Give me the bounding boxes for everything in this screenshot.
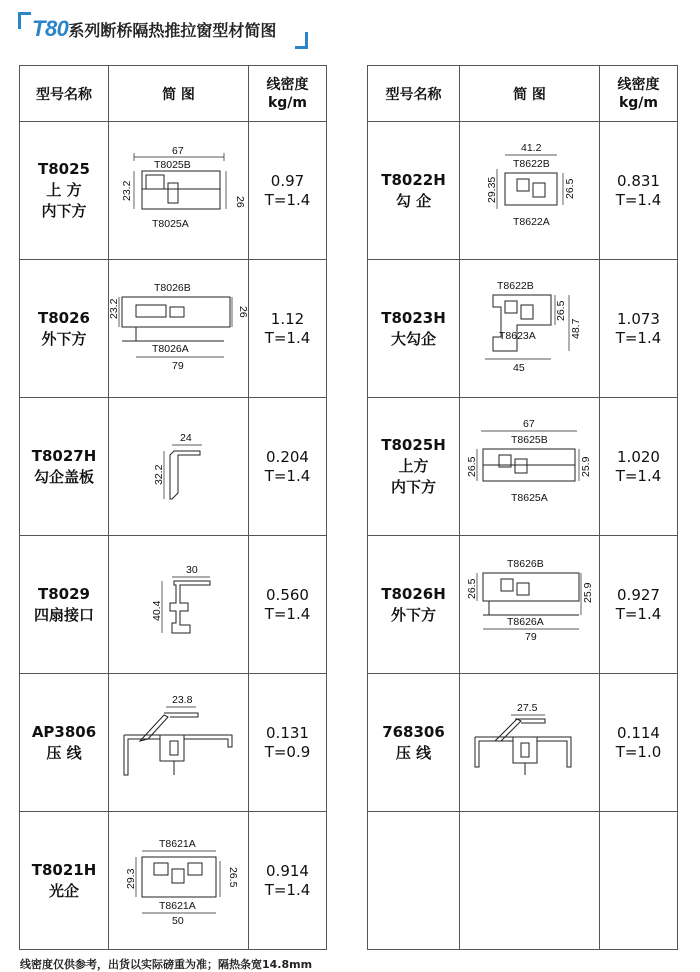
density-value: 0.831 xyxy=(617,171,660,190)
table-row xyxy=(368,812,678,950)
thickness-value: T=1.0 xyxy=(615,742,662,761)
table-row xyxy=(368,536,678,674)
part-top: T8621A xyxy=(158,837,196,850)
profile-drawing xyxy=(465,553,595,653)
part-top: T8622B xyxy=(496,279,534,292)
dim-right: 25.9 xyxy=(581,582,594,603)
dim-left: 29.35 xyxy=(485,176,498,203)
profile-drawing xyxy=(107,277,249,377)
profile-diagram xyxy=(109,536,249,674)
part-bottom: T8626A xyxy=(506,615,544,628)
density-cell xyxy=(600,398,678,536)
thickness-value: T=1.4 xyxy=(264,604,311,623)
dim-top: 27.5 xyxy=(516,701,537,714)
profile-drawing xyxy=(114,553,244,653)
profile-table-right xyxy=(367,65,678,950)
density-value: 1.073 xyxy=(617,309,660,328)
header-diagram: 简 图 xyxy=(109,66,249,122)
part-top: T8626B xyxy=(506,557,544,570)
profile-table-left xyxy=(19,65,327,950)
density-value: 0.131 xyxy=(266,723,309,742)
profile-drawing xyxy=(114,139,244,239)
dim-bottom: 45 xyxy=(512,361,525,374)
table-row xyxy=(20,674,327,812)
model-name: T8026H 外下方 xyxy=(368,536,460,674)
thickness-value: T=1.4 xyxy=(264,880,311,899)
density-cell xyxy=(600,674,678,812)
title-bracket-right xyxy=(295,32,308,49)
density-value: 0.560 xyxy=(266,585,309,604)
dim-right: 26.5 xyxy=(554,300,567,321)
density-cell xyxy=(249,674,327,812)
model-name: T8027H 勾企盖板 xyxy=(20,398,109,536)
part-bottom: T8625A xyxy=(510,491,548,504)
density-value: 1.12 xyxy=(270,309,305,328)
density-cell xyxy=(600,536,678,674)
density-cell xyxy=(249,398,327,536)
title-bracket-left xyxy=(18,12,31,29)
model-name: T8022H 勾 企 xyxy=(368,122,460,260)
dim-bottom: 79 xyxy=(171,359,184,372)
part-bottom: T8623A xyxy=(498,329,536,342)
profile-diagram xyxy=(460,398,600,536)
thickness-value: T=1.4 xyxy=(264,328,311,347)
part-top: T8026B xyxy=(153,281,191,294)
model-name: T8025 上 方 内下方 xyxy=(20,122,109,260)
density-value: 0.927 xyxy=(617,585,660,604)
header-row xyxy=(368,66,678,122)
dim-top: 30 xyxy=(185,563,198,576)
part-top: T8622B xyxy=(512,157,550,170)
model-name: T8021H 光企 xyxy=(20,812,109,950)
dim-left: 29.3 xyxy=(124,868,137,889)
table-row xyxy=(368,398,678,536)
profile-drawing xyxy=(465,277,595,377)
dim-left: 23.2 xyxy=(120,180,133,201)
header-density-unit: kg/m xyxy=(618,94,659,111)
model-name: T8025H 上方 内下方 xyxy=(368,398,460,536)
header-density xyxy=(600,66,678,122)
profile-drawing xyxy=(465,139,595,239)
dim-right: 25.9 xyxy=(579,456,592,477)
header-row xyxy=(20,66,327,122)
table-row xyxy=(20,398,327,536)
part-bottom: T8026A xyxy=(151,342,189,355)
density-cell xyxy=(249,536,327,674)
profile-drawing xyxy=(465,415,595,515)
dim-bottom: 50 xyxy=(171,914,184,927)
dim-left: 26.5 xyxy=(465,578,478,599)
model-name: T8029 四扇接口 xyxy=(20,536,109,674)
profile-diagram xyxy=(109,122,249,260)
thickness-value: T=1.4 xyxy=(615,328,662,347)
density-cell xyxy=(249,260,327,398)
dim-right2: 48.7 xyxy=(569,318,582,339)
profile-drawing xyxy=(114,691,244,791)
density-value: 0.114 xyxy=(617,723,660,742)
dim-left: 40.4 xyxy=(150,600,163,621)
profile-diagram xyxy=(460,122,600,260)
dim-right: 26.5 xyxy=(563,178,576,199)
header-density-unit: kg/m xyxy=(267,94,308,111)
page-title xyxy=(18,10,308,46)
model-name: 768306 压 线 xyxy=(368,674,460,812)
dim-top: 24 xyxy=(179,431,192,444)
table-row xyxy=(20,812,327,950)
dim-left: 26.5 xyxy=(465,456,478,477)
dim-top: 41.2 xyxy=(520,141,541,154)
model-name: T8026 外下方 xyxy=(20,260,109,398)
profile-drawing xyxy=(465,691,595,791)
density-value: 1.020 xyxy=(617,447,660,466)
part-top: T8025B xyxy=(153,158,191,171)
profile-diagram xyxy=(109,674,249,812)
dim-left: 32.2 xyxy=(152,464,165,485)
header-diagram: 简 图 xyxy=(460,66,600,122)
dim-bottom: 79 xyxy=(524,630,537,643)
thickness-value: T=1.4 xyxy=(264,466,311,485)
header-density-title: 线密度 xyxy=(266,76,309,93)
part-top: T8625B xyxy=(510,433,548,446)
density-value: 0.914 xyxy=(266,861,309,880)
dim-top: 67 xyxy=(171,144,184,157)
profile-diagram xyxy=(460,536,600,674)
table-row xyxy=(368,674,678,812)
dim-right: 26 xyxy=(233,195,246,208)
title-main: 系列断桥隔热推拉窗型材简图 xyxy=(68,21,277,40)
density-cell xyxy=(249,122,327,260)
thickness-value: T=0.9 xyxy=(264,742,311,761)
density-value: 0.97 xyxy=(270,171,305,190)
footnote: 线密度仅供参考，出货以实际磅重为准；隔热条宽14.8mm xyxy=(20,958,313,971)
density-cell xyxy=(600,260,678,398)
thickness-value: T=1.4 xyxy=(615,466,662,485)
table-row xyxy=(20,536,327,674)
profile-diagram xyxy=(109,398,249,536)
profile-diagram xyxy=(109,260,249,398)
dim-top: 67 xyxy=(522,417,535,430)
profile-diagram xyxy=(460,674,600,812)
dim-left: 23.2 xyxy=(107,298,120,319)
profile-diagram xyxy=(109,812,249,950)
profile-diagram xyxy=(460,812,600,950)
header-model: 型号名称 xyxy=(368,66,460,122)
table-row xyxy=(368,260,678,398)
part-bottom: T8622A xyxy=(512,215,550,228)
thickness-value: T=1.4 xyxy=(264,190,311,209)
part-bottom: T8025A xyxy=(151,217,189,230)
model-name: T8023H 大勾企 xyxy=(368,260,460,398)
header-density-title: 线密度 xyxy=(617,76,660,93)
dim-top: 23.8 xyxy=(171,693,192,706)
model-name xyxy=(368,812,460,950)
part-bottom: T8621A xyxy=(158,899,196,912)
header-density xyxy=(249,66,327,122)
thickness-value: T=1.4 xyxy=(615,604,662,623)
density-value: 0.204 xyxy=(266,447,309,466)
profile-diagram xyxy=(460,260,600,398)
dim-right: 26.5 xyxy=(226,866,239,887)
density-cell xyxy=(249,812,327,950)
title-code: T80 xyxy=(32,16,69,41)
model-name: AP3806 压 线 xyxy=(20,674,109,812)
title-text xyxy=(32,16,276,42)
table-row xyxy=(368,122,678,260)
density-cell xyxy=(600,812,678,950)
table-row xyxy=(20,122,327,260)
table-row xyxy=(20,260,327,398)
profile-drawing xyxy=(114,415,244,515)
dim-right: 26 xyxy=(236,305,249,318)
thickness-value: T=1.4 xyxy=(615,190,662,209)
profile-drawing xyxy=(114,829,244,929)
header-model: 型号名称 xyxy=(20,66,109,122)
density-cell xyxy=(600,122,678,260)
